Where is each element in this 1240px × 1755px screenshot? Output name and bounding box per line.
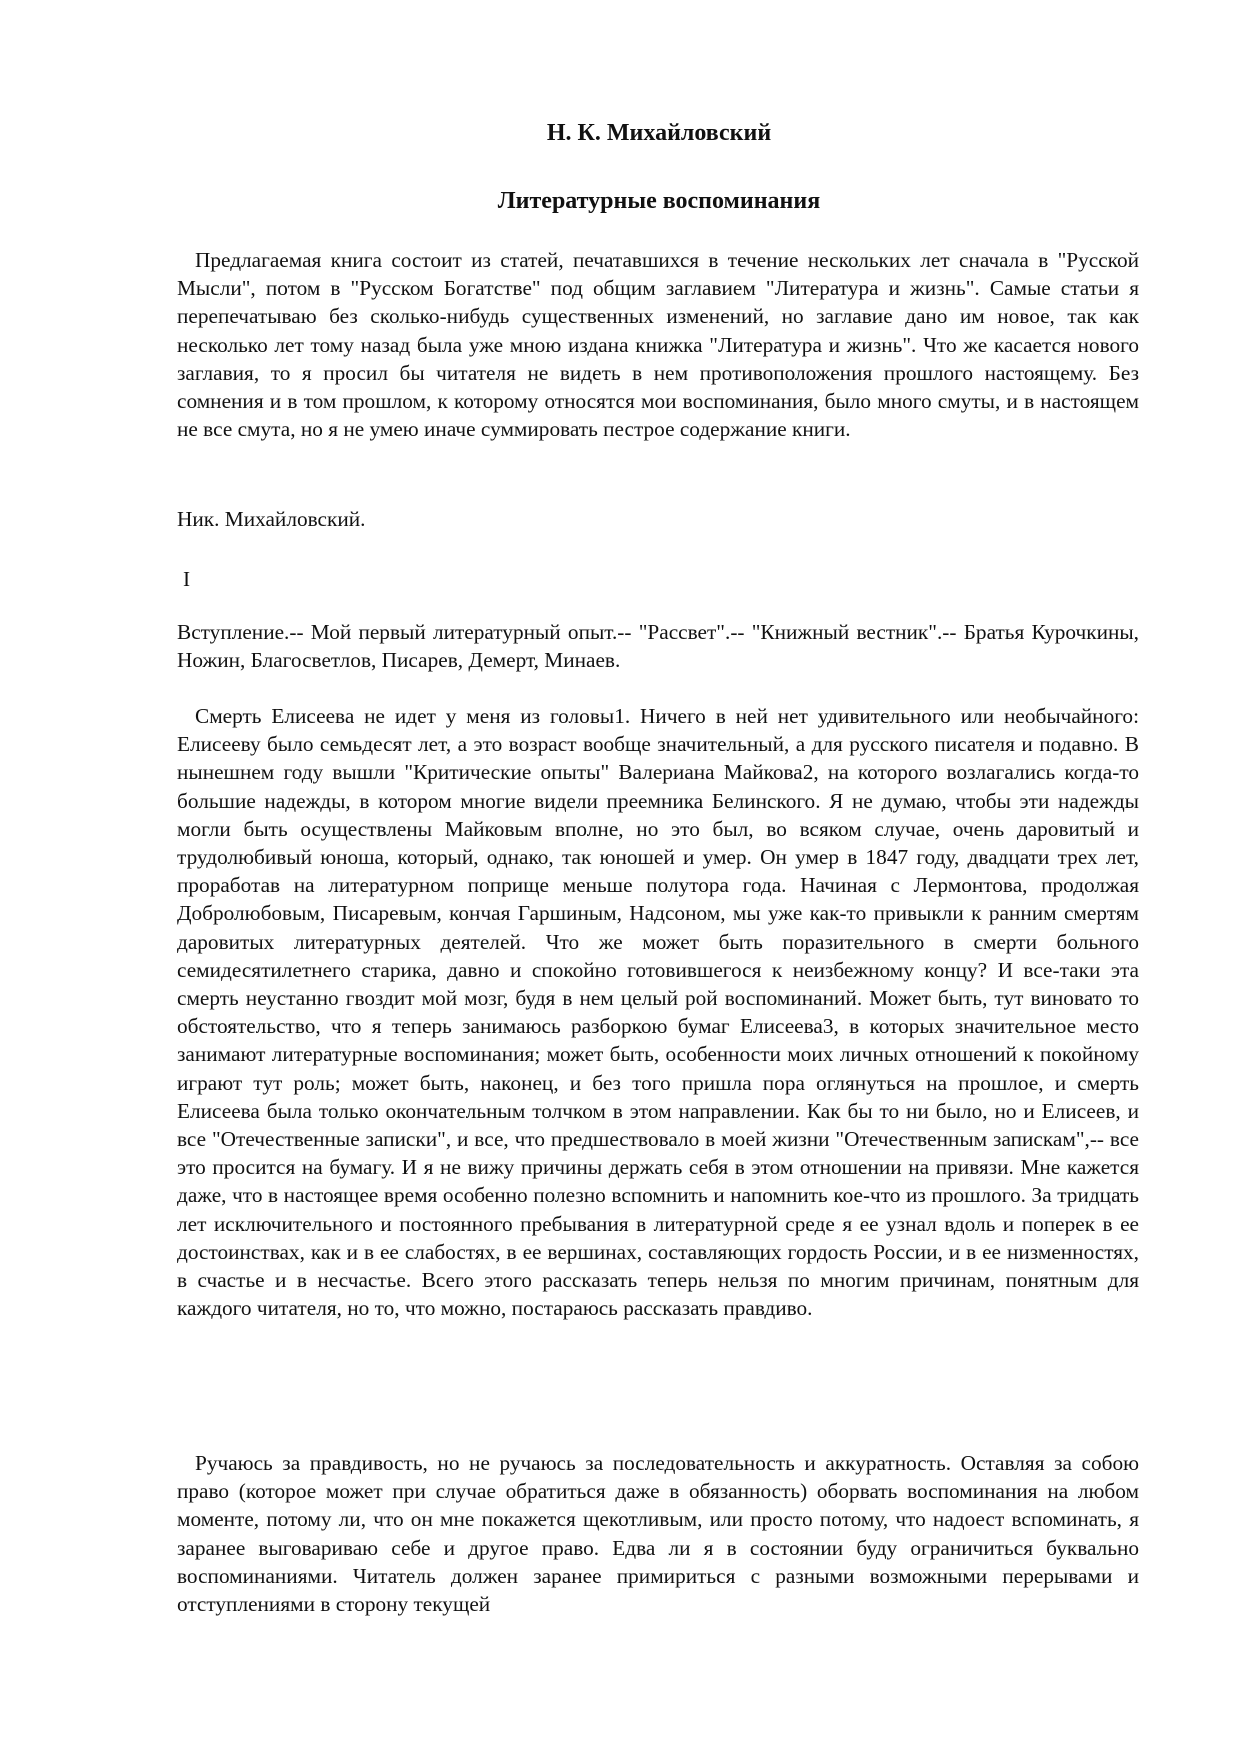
body-paragraph-1: Смерть Елисеева не идет у меня из головы1. Ничего в ней нет удивительного или необычайного: Елисееву было семьдесят лет, а это возраст вообще значительный, а для русского писателя и подавно. В нынешнем году вышли "Критические опыты" Валериана Майкова2, на которого возлагались когда-то большие надежды, в котором многие видели преемника Белинского. Я не думаю, чтобы эти надежды могли быть осуществлены Майковым вполне, но это был, во всяком случае, очень даровитый и трудолюбивый юноша, который, однако, так юношей и умер. Он умер в 1847 году, двадцати трех лет, проработав на литературном поприще меньше полутора года. Начиная с Лермонтова, продолжая Добролюбовым, Писаревым, кончая Гаршиным, Надсоном, мы уже как-то привыкли к ранним смертям даровитых литературных деятелей. Что же может быть поразительного в смерти больного семидесятилетнего старика, давно и спокойно готовившегося к неизбежному концу? И все-таки эта смерть неустанно гвоздит мой мозг, будя в нем целый рой воспоминаний. Может быть, тут виновато то обстоятельство, что я теперь занимаюсь разборкою бумаг Елисеева3, в которых значительное место занимают литературные воспоминания; может быть, особенности моих личных отношений к покойному играют тут роль; может быть, наконец, и без того пришла пора оглянуться на прошлое, и смерть Елисеева была только окончательным толчком в этом направлении. Как бы то ни было, но и Елисеев, и все "Отечественные записки", и все, что предшествовало в моей жизни "Отечественным запискам",-- все это просится на бумагу. И я не вижу причины держать себя в этом отношении на привязи. Мне кажется даже, что в настоящее время особенно полезно вспомнить и напомнить кое-что из прошлого. За тридцать лет исключительного и постоянного пребывания в литературной среде я ее узнал вдоль и поперек в ее достоинствах, как и в ее слабостях, в ее вершинах, составляющих гордость России, и в ее низменностях, в счастье и в несчастье. Всего этого рассказать теперь нельзя по многим причинам, понятным для каждого читателя, но то, что можно, постараюсь рассказать правдиво. bbox=[177, 704, 1139, 1321]
preface-paragraph: Предлагаемая книга состоит из статей, печатавшихся в течение нескольких лет сначала в "Русской Мысли", потом в "Русском Богатстве" под общим заглавием "Литература и жизнь". Самые статьи я перепечатываю без сколько-нибудь существенных изменений, но заглавие дано им новое, так как несколько лет тому назад была уже мною издана книжка "Литература и жизнь". Что же касается нового заглавия, то я просил бы читателя не видеть в нем противоположения прошлого настоящему. Без сомнения и в том прошлом, к которому относятся мои воспоминания, было много смуты, и в настоящем не все смута, но я не умею иначе суммировать пестрое содержание книги. bbox=[177, 248, 1139, 442]
author-name: Н. К. Михайловский bbox=[546, 120, 772, 146]
document-title: Литературные воспоминания bbox=[497, 188, 821, 214]
chapter-contents: Вступление.-- Мой первый литературный опыт.-- "Рассвет".-- "Книжный вестник".-- Братья Курочкины, Ножин, Благосветлов, Писарев, Демерт, Минаев. bbox=[177, 620, 1139, 673]
preface-signature: Ник. Михайловский. bbox=[177, 507, 366, 531]
body-paragraph-2: Ручаюсь за правдивость, но не ручаюсь за последовательность и аккуратность. Оставляя за собою право (которое может при случае обратиться даже в обязанность) оборвать воспоминания на любом моменте, потому ли, что он мне покажется щекотливым, или просто потому, что надоест вспоминать, я заранее выговариваю себе и другое право. Едва ли я в состоянии буду ограничиться буквально воспоминаниями. Читатель должен заранее примириться с разными возможными перерывами и отступлениями в сторону текущей bbox=[177, 1451, 1139, 1617]
chapter-number: I bbox=[183, 567, 191, 591]
